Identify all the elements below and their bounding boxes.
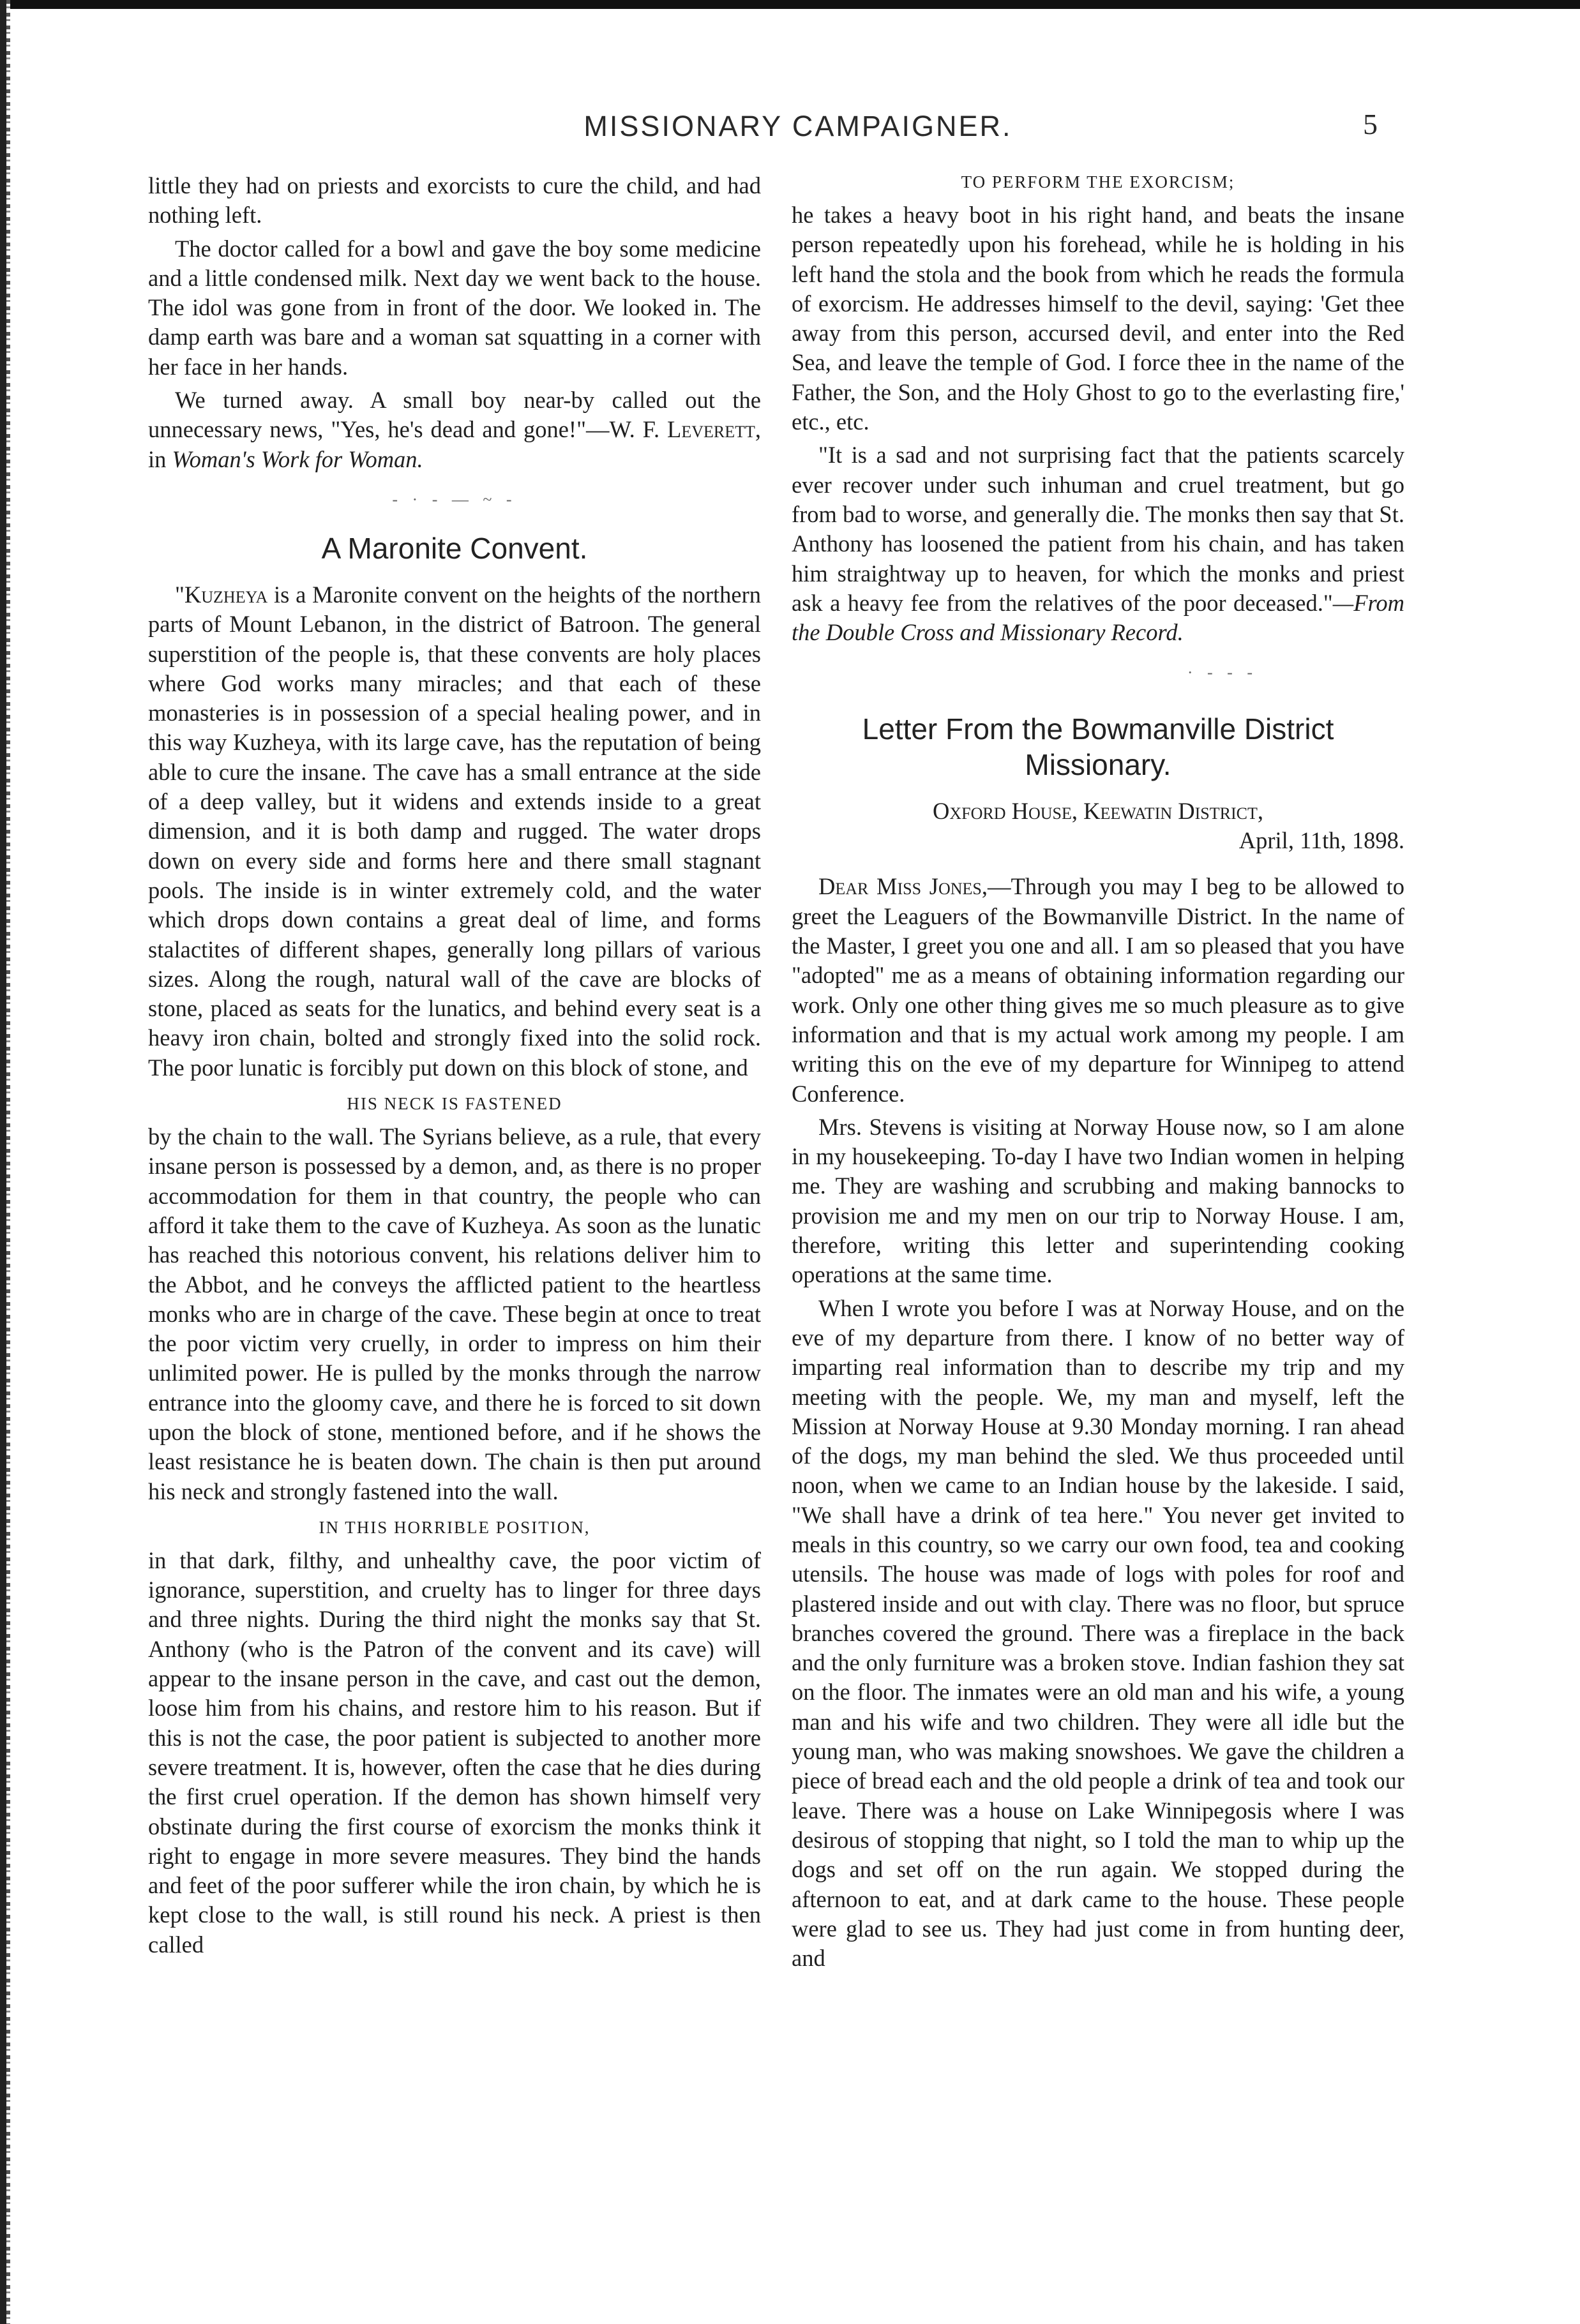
left-para-1: little they had on priests and exorcists to cure the child, and had nothing left. <box>148 172 761 229</box>
left-para-4-open-quote: " <box>175 581 184 608</box>
running-title: MISSIONARY CAMPAIGNER. <box>583 110 1012 142</box>
letter-date: April, 11th, 1898. <box>1238 827 1404 854</box>
right-para-3-text: —Through you may I beg to be allowed to greet the Leaguers of the Bowmanville District. In the name of the Master, I greet you one and all. I am so pleased that you have "adopted" me as a means of obtaining information regarding our work. Only one other thing gives me so much pleasure as to give information and that is my actual work among my people. I am writing this on the eve of my departure for Winnipeg to attend Conference. <box>792 873 1404 1107</box>
left-para-4-name: Kuzheya <box>184 581 268 608</box>
left-column <box>148 171 761 1963</box>
right-divider: · - - - <box>1187 663 1258 682</box>
left-para-3-text: We turned away. A small boy near-by called out the unnecessary news, "Yes, he's dead and gone!" <box>148 387 761 443</box>
left-para-3-source: Woman's Work for Woman. <box>172 446 423 472</box>
right-para-4: Mrs. Stevens is visiting at Norway House now, so I am alone in my housekeeping. To-day I have two Indian women in helping me. They are washing and scrubbing and making bannocks to provision me and my men on our trip to Norway House. I am, therefore, writing this letter and superintending cooking operations at the same time. <box>792 1113 1404 1288</box>
left-para-5: by the chain to the wall. The Syrians believe, as a rule, that every insane person is possessed by a demon, and, as there is no proper accommodation for them in that country, the people who can afford it take them to the cave of Kuzheya. As soon as the lunatic has reached this notorious convent, his relations deliver him to the Abbot, and he conveys the afflicted patient to the heartless monks who are in charge of the cave. These begin at once to treat the poor victim very cruelly, in order to impress on him their unlimited power. He is pulled by the monks through the narrow entrance into the gloomy cave, and there he is forced to sit down upon the block of stone, mentioned before, and if he shows the least resistance he is beaten down. The chain is then put around his neck and strongly fastened into the wall. <box>148 1123 761 1504</box>
page-top-border <box>0 0 1580 9</box>
left-para-3-dash: —W. F. <box>585 416 668 443</box>
subhead-horrible-position: IN THIS HORRIBLE POSITION, <box>319 1517 591 1537</box>
right-column <box>792 171 1404 1977</box>
left-para-4 <box>148 580 761 1083</box>
letter-address: Oxford House, Keewatin District, <box>933 798 1263 825</box>
right-para-3 <box>792 872 1404 1108</box>
page-number: 5 <box>1363 108 1378 140</box>
right-para-2-source: —From the Double Cross and Missionary Record. <box>792 589 1404 646</box>
right-para-2 <box>792 440 1404 647</box>
left-para-2: The doctor called for a bowl and gave the boy some medicine and a little condensed milk. Next day we went back to the house. The idol was gone from in front of the door. We looked in. The damp earth was bare and a woman sat squatting in a corner with her face in her hands. <box>148 235 761 380</box>
left-para-3 <box>148 386 761 474</box>
letter-heading: Letter From the Bowmanville District Missionary. <box>862 712 1334 782</box>
subhead-perform-exorcism: TO PERFORM THE EXORCISM; <box>961 172 1235 191</box>
left-para-4-text: is a Maronite convent on the heights of the northern parts of Mount Lebanon, in the district of Batroon. The general superstition of the people is, that these convents are holy places where God works many miracles; and that each of these monasteries is in possession of a special healing power, and in this way Kuzheya, with its large cave, has the reputation of being able to cure the insane. The cave has a small entrance at the side of a deep valley, but it widens and extends inside to a great dimension, and it is both damp and rugged. The water drops down on every side and forms here and there small stagnant pools. The inside is in winter extremely cold, and the water which drops down contains a great deal of lime, and forms stalactites of different shapes, generally long pillars of various sizes. Along the rough, natural wall of the cave are blocks of stone, placed as seats for the lunatics, and behind every seat is a heavy iron chain, bolted and strongly fixed into the solid rock. The poor lunatic is forcibly put down on this block of stone, and <box>148 581 761 1081</box>
left-para-3-in: , in <box>148 416 761 472</box>
left-divider: - · - — ~ - <box>392 490 517 509</box>
letter-salutation: Dear Miss Jones, <box>818 873 988 900</box>
page-left-border <box>0 0 6 2324</box>
right-para-2-text: "It is a sad and not surprising fact that the patients scarcely ever recover under such inhuman and cruel treatment, but go from bad to worse, and generally die. The monks then say that St. Anthony has loosened the patient from his chain, and has taken him straightway up to heaven, for which the monks and priest ask a heavy fee from the relatives of the poor deceased." <box>792 442 1404 616</box>
right-para-1: he takes a heavy boot in his right hand, and beats the insane person repeatedly upon his forehead, while he is holding in his left hand the stola and the book from which he reads the formula of exorcism. He addresses himself to the devil, saying: 'Get thee away from this person, accursed devil, and enter into the Red Sea, and leave the temple of God. I force thee in the name of the Father, the Son, and the Holy Ghost to go to the everlasting fire,' etc., etc. <box>792 202 1404 435</box>
subhead-neck-fastened: HIS NECK IS FASTENED <box>347 1094 562 1114</box>
left-para-6: in that dark, filthy, and unhealthy cave, the poor victim of ignorance, superstition, and cruelty has to linger for three days and three nights. During the third night the monks say that St. Anthony (who is the Patron of the convent and its cave) will appear to the insane person in the cave, and cast out the demon, loose him from his chains, and restore him to his reason. But if this is not the case, the poor patient is subjected to another more severe treatment. It is, however, often the case that he dies during the first cruel operation. If the demon has shown himself very obstinate during the first course of exorcism the monks think it right to engage in more severe measures. They bind the hands and feet of the poor sufferer while the iron chain, by which he is kept close to the wall, is still round his neck. A priest is then called <box>148 1547 761 1958</box>
page-left-edge-texture <box>6 0 10 2324</box>
maronite-convent-heading: A Maronite Convent. <box>321 531 588 565</box>
left-para-3-author: Leverett <box>667 416 755 443</box>
right-para-5: When I wrote you before I was at Norway House, and on the eve of my departure from there. I know of no better way of imparting real information than to describe my trip and my meeting with the people. We, my man and myself, left the Mission at Norway House at 9.30 Monday morning. I ran ahead of the dogs, my man behind the sled. We thus proceeded until noon, when we came to an Indian house by the lakeside. I said, "We shall have a drink of tea here." You never get invited to meals in this country, so we carry our own food, tea and cooking utensils. The house was made of logs with poles for roof and plastered inside and out with clay. There was no floor, but spruce branches covered the ground. There was a fireplace in the back and the only furniture was a broken stove. Indian fashion they sat on the floor. The inmates were an old man and his wife, a young man and his wife and two children. They were all idle but the young man, who was making snowshoes. We gave the children a piece of bread each and the old people a drink of tea and took our leave. There was a house on Lake Winnipegosis where I was desirous of stopping that night, so I told the man to whip up the dogs and set off on the run again. We stopped during the afternoon to eat, and at dark came to the house. These people were glad to see us. They had just come in from hunting deer, and <box>792 1294 1404 1972</box>
